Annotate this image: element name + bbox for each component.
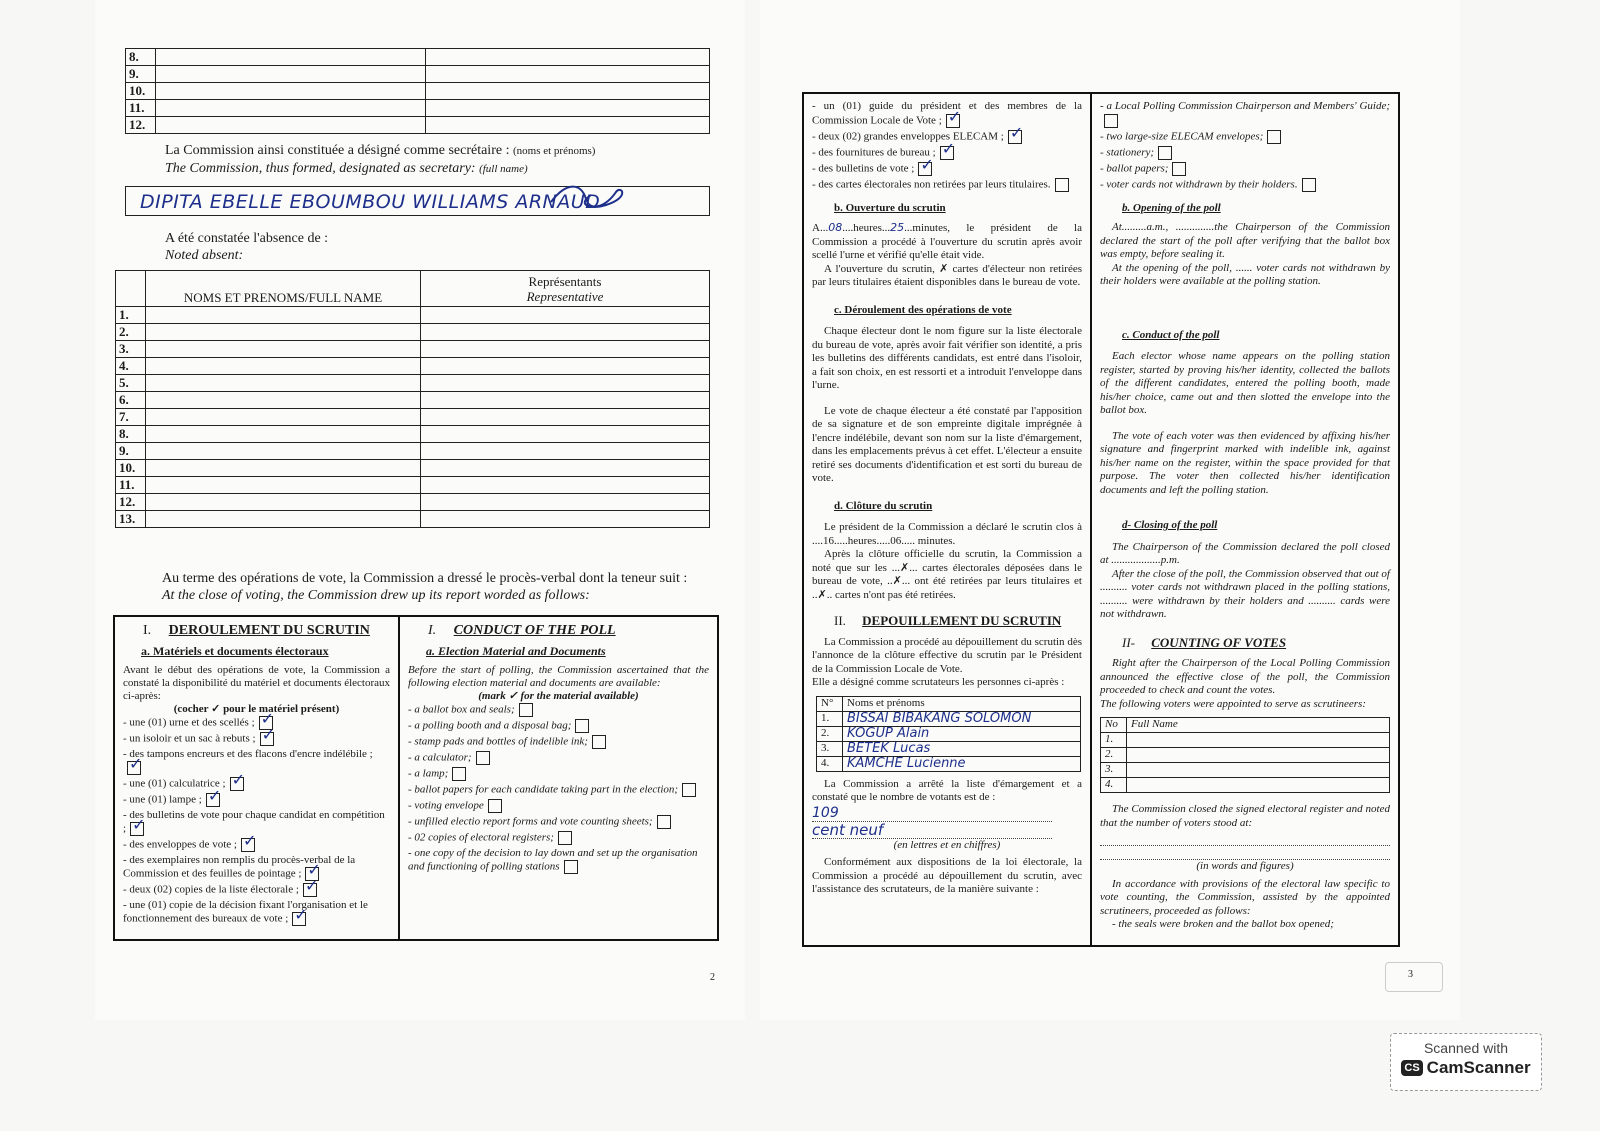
en-materials-list [408,703,709,874]
checkbox[interactable] [1158,146,1172,160]
absent-row: 6. [116,392,710,409]
checkbox[interactable] [946,114,960,128]
checkbox[interactable] [558,831,572,845]
material-item: - one copy of the decision to lay down and set up the organisation and functioning of polling stations [408,847,698,873]
checkbox[interactable] [564,860,578,874]
material-item: - des bulletins de vote pour chaque candidat en compétition ;✓ [123,809,390,836]
right-page-number-box [1385,962,1443,992]
checkbox[interactable] [575,719,589,733]
conduct-fr-column: I. DEROULEMENT DU SCRUTIN a. Matériels et documents électoraux Avant le début des opérations de vote, la Commission a constaté la disponibilité du matériel et documents électoraux ci-après: (cocher ✓ pour le matériel présent) - une (01) urne et des scellés ;✓ - un isoloir et un sac à rebuts ;✓ - des tampons encreurs et des flacons d'encre indélébile ;✓ - une (01) calculatrice ;✓ - une (01) lampe ;✓ - des bulletins de vote pour chaque candidat en compétition ;✓ - des enveloppes de vote ;✓ - des exemplaires non remplis du procès-verbal de la Commission et des feuilles de pointage ;✓ - deux (02) copies de la liste électorale ;✓ - une (01) copie de la décision fixant l'organisation et le fonctionnement des bureaux de vote ;✓ [115,617,400,939]
absent-table [115,270,710,528]
report-fr-column: - un (01) guide du président et des membres de la Commission Locale de Vote ;✓ - deux (02) grandes enveloppes ELECAM ;✓ - des fournitures de bureau ;✓ - des bulletins de vote ;✓ - des cartes électorales non retirées par leurs titulaires. b. Ouverture du scrutin A...08....heures...25...minutes, le président de la Commission a procédé à l'ouverture du scrutin après avoir scellé l'urne et vérifié qu'elle était vide. A l'ouverture du scrutin, ✗ cartes d'électeur non retirées par leurs titulaires étaient disponibles dans le bureau de vote. c. Déroulement des opérations de vote Chaque électeur dont le nom figure sur la liste électorale du bureau de vote, après avoir fait vérifier son identité, a pris les bulletins des différents candidats, est entré dans l'isoloir, a fait son choix, en est ressorti et a introduit l'enveloppe dans l'urne. Le vote de chaque électeur a été constaté par l'apposition de sa signature et de son empreinte digitale imprégnée à l'encre indélébile, devant son nom sur la liste d'émargement, dans les emplacements prévus à cet effet. L'électeur a ensuite retiré ses documents d'identification et est sorti du bureau de vote. d. Clôture du scrutin Le président de la Commission a déclaré le scrutin clos à ....16.....heures.....06..... minutes. Après la clôture officielle du scrutin, la Commission a noté que sur les ...✗... cartes électorales déposées dans le bureau de vote, ..✗... ont été retirées par leurs titulaires et ..✗.. cartes n'ont pas été retirées. II. DEPOUILLEMENT DU SCRUTIN La Commission a procédé au dépouillement du scrutin dès l'annonce de la clôture effective du scrutin par le Président de la Commission Locale de Vote. Elle a désigné comme scrutateurs les personnes ci-après : N° Noms et prénoms 1. BISSAI BIBAKANG SOLOMON 2. KOGUP Alain 3. BETEK Lucas 4. KAMCHE Lucienne La Commission a arrêté la liste d'émargement et a constaté que le nombre de votants est de : 109 cent neuf (en lettres et en chiffres) Conformément aux dispositions de la loi électorale, la Commission a procédé au dépouillement du scrutin, avec l'assistance des scrutateurs, de la manière suivante : [804,94,1092,945]
closing-text: Au terme des opérations de vote, la Commission a dressé le procès-verbal dont la teneur suit : At the close of voting, the Commission drew up its report worded as follows: [162,571,688,603]
signature-mark [546,177,636,217]
voters-words: cent neuf [812,822,1052,839]
en-scrutineer-row: 2. [1101,748,1390,763]
checkbox[interactable] [519,703,533,717]
checkbox[interactable] [488,799,502,813]
scrutineer-row: 3. BETEK Lucas [817,741,1081,756]
checkbox[interactable] [130,822,144,836]
camscanner-logo-icon: CS [1401,1060,1422,1076]
fr-top-items [812,100,1082,192]
checkbox[interactable] [1302,178,1316,192]
absent-row: 9. [116,443,710,460]
material-item: - un (01) guide du président et des membres de la Commission Locale de Vote ;✓ [812,100,1082,128]
checkbox[interactable] [241,838,255,852]
absent-row: 4. [116,358,710,375]
report-box [802,92,1400,947]
scrutineer-name: BISSAI BIBAKANG SOLOMON [843,711,1081,726]
checkbox[interactable] [476,751,490,765]
material-item: - a Local Polling Commission Chairperson and Members' Guide; [1100,100,1390,128]
material-item: - des bulletins de vote ;✓ [812,162,1082,176]
checkbox[interactable] [918,162,932,176]
absent-row: 5. [116,375,710,392]
absent-row: 1. [116,307,710,324]
scrutineer-name: KOGUP Alain [843,726,1081,741]
report-en-column: - a Local Polling Commission Chairperson and Members' Guide; - two large-size ELECAM envelopes; - stationery; - ballot papers; - voter cards not withdrawn by their holders. b. Opening of the poll At.........a.m., ..............the Chairperson of the Commission declared the start of the poll after verifying that the ballot box was empty, before sealing it. At the opening of the poll, ...... voter cards not withdrawn by their holders were available at the polling station. c. Conduct of the poll Each elector whose name appears on the polling station register, started by proving his/her identity, collected the ballots of the different candidates, entered the polling booth, made his/her choice, came out and then slotted the envelope into the ballot box. The vote of each voter was then evidenced by affixing his/her signature and fingerprint marked with indelible ink, against his/her name on the register, within the space provided for that purpose. The voter then collected his/her identification documents and left the polling station. d- Closing of the poll The Chairperson of the Commission declared the poll closed at ..................p.m. After the close of the poll, the Commission observed that out of .......... voter cards not withdrawn placed in the polling stations, .......... were withdrawn by their holders and .......... cards were not withdrawn. II- COUNTING OF VOTES Right after the Chairperson of the Local Polling Commission announced the effective close of the poll, the Commission proceeded to check and count the votes. The following voters were appointed to serve as scrutineers: No Full Name 1. 2. 3. 4. The Commission closed the signed electoral register and noted that the number of voters stood at: (in words and figures) In accordance with provisions of the electoral law specific to vote counting, the Commission, assisted by the appointed scrutineers, proceeded as follows: - the seals were broken and the ballot box opened; [1100,100,1390,931]
absent-row: 12. [116,494,710,511]
fr-materials-list [123,716,390,926]
fr-b-text1: A...08....heures...25...minutes, le président de la Commission a procédé à l'ouverture du scrutin après avoir scellé l'urne et vérifié qu'elle était vide. [812,221,1082,262]
checkbox[interactable] [1104,114,1118,128]
en-top-items [1100,100,1390,192]
right-page [760,0,1460,1020]
en-scrutineer-row: 4. [1101,778,1390,793]
scrutineer-row: 4. KAMCHE Lucienne [817,756,1081,771]
checkbox[interactable] [592,735,606,749]
material-item: - 02 copies of electoral registers; [408,831,709,845]
top-row: 12. [126,117,710,134]
absent-row: 10. [116,460,710,477]
left-page-number: 2 [710,972,715,983]
checkbox[interactable] [1172,162,1186,176]
camscanner-watermark: Scanned with CS CamScanner [1390,1033,1542,1091]
checkbox[interactable] [230,777,244,791]
checkbox[interactable] [1008,130,1022,144]
top-row: 11. [126,100,710,117]
absent-col-rep: Représentants Representative [421,271,710,307]
fr-scrutineers-table: N° Noms et prénoms 1. BISSAI BIBAKANG SOLOMON 2. KOGUP Alain 3. BETEK Lucas 4. KAMCHE Lucienne [816,696,1081,772]
absent-col-name: NOMS ET PRENOMS/FULL NAME [146,271,421,307]
scrutineer-row: 2. KOGUP Alain [817,726,1081,741]
absent-row: 11. [116,477,710,494]
secretary-name-box [125,186,710,216]
fr-b-title: b. Ouverture du scrutin [834,201,946,214]
material-item: - a polling booth and a disposal bag; [408,719,709,733]
absent-row: 7. [116,409,710,426]
checkbox[interactable] [127,761,141,775]
checkbox[interactable] [260,732,274,746]
en-scrutineer-row: 1. [1101,733,1390,748]
material-item: - des fournitures de bureau ;✓ [812,146,1082,160]
checkbox[interactable] [303,883,317,897]
checkbox[interactable] [292,912,306,926]
secretary-name: DIPITA EBELLE EBOUMBOU WILLIAMS ARNAUD [140,191,601,213]
checkbox[interactable] [940,146,954,160]
absent-label: A été constatée l'absence de : Noted absent: [165,231,329,263]
scrutineer-name: KAMCHE Lucienne [843,756,1081,771]
material-item: - des cartes électorales non retirées par leurs titulaires. [812,178,1082,192]
absent-row: 8. [116,426,710,443]
en-scrutineers-table: No Full Name 1. 2. 3. 4. [1100,717,1390,793]
material-item: - une (01) calculatrice ;✓ [123,777,390,791]
material-item: - ballot papers; [1100,162,1390,176]
material-item: - des enveloppes de vote ;✓ [123,838,390,852]
material-item: - a lamp; [408,767,709,781]
scrutineer-row: 1. BISSAI BIBAKANG SOLOMON [817,711,1081,726]
material-item: - ballot papers for each candidate taking part in the election; [408,783,709,797]
top-row: 9. [126,66,710,83]
material-item: - une (01) copie de la décision fixant l'organisation et le fonctionnement des bureaux de vote ;✓ [123,899,390,926]
material-item: - une (01) urne et des scellés ;✓ [123,716,390,730]
checkbox[interactable] [1055,178,1069,192]
checkbox[interactable] [682,783,696,797]
material-item: - two large-size ELECAM envelopes; [1100,130,1390,144]
right-page-number: 3 [1408,969,1413,980]
material-item: - unfilled electio report forms and vote counting sheets; [408,815,709,829]
left-page [95,0,745,1020]
checkbox[interactable] [1267,130,1281,144]
top-row: 8. [126,49,710,66]
top-row: 10. [126,83,710,100]
absent-row: 13. [116,511,710,528]
en-scrutineer-row: 3. [1101,763,1390,778]
material-item: - stamp pads and bottles of indelible ink; [408,735,709,749]
checkbox[interactable] [452,767,466,781]
material-item: - stationery; [1100,146,1390,160]
absent-row: 3. [116,341,710,358]
material-item: - a ballot box and seals; [408,703,709,717]
material-item: - des exemplaires non remplis du procès-verbal de la Commission et des feuilles de pointage ;✓ [123,854,390,881]
absent-row: 2. [116,324,710,341]
checkbox[interactable] [657,815,671,829]
voters-count: 109 [812,805,1052,822]
material-item: - voting envelope [408,799,709,813]
secretary-label: La Commission ainsi constituée a désigné comme secrétaire : (noms et prénoms) The Commission, thus formed, designated as secretary: (full name) [165,143,596,176]
material-item: - deux (02) copies de la liste électorale ;✓ [123,883,390,897]
conduct-section-box [113,615,719,941]
conduct-en-column: I. CONDUCT OF THE POLL a. Election Material and Documents Before the start of polling, the Commission ascertained that the following election material and documents are available: (mark ✓ for the material available) - a ballot box and seals; - a polling booth and a disposal bag; - stamp pads and bottles of indelible ink; - a calculator; - a lamp; - ballot papers for each candidate taking part in the election; - voting envelope - unfilled electio report forms and vote counting sheets; - 02 copies of electoral registers; - one copy of the decision to lay down and set up the organisation and functioning of polling stations [408,623,709,873]
material-item: - voter cards not withdrawn by their holders. [1100,178,1390,192]
material-item: - des tampons encreurs et des flacons d'encre indélébile ;✓ [123,748,390,775]
material-item: - une (01) lampe ;✓ [123,793,390,807]
material-item: - deux (02) grandes enveloppes ELECAM ;✓ [812,130,1082,144]
scrutineer-name: BETEK Lucas [843,741,1081,756]
checkbox[interactable] [206,793,220,807]
top-members-table [125,48,710,134]
material-item: - a calculator; [408,751,709,765]
material-item: - un isoloir et un sac à rebuts ;✓ [123,732,390,746]
